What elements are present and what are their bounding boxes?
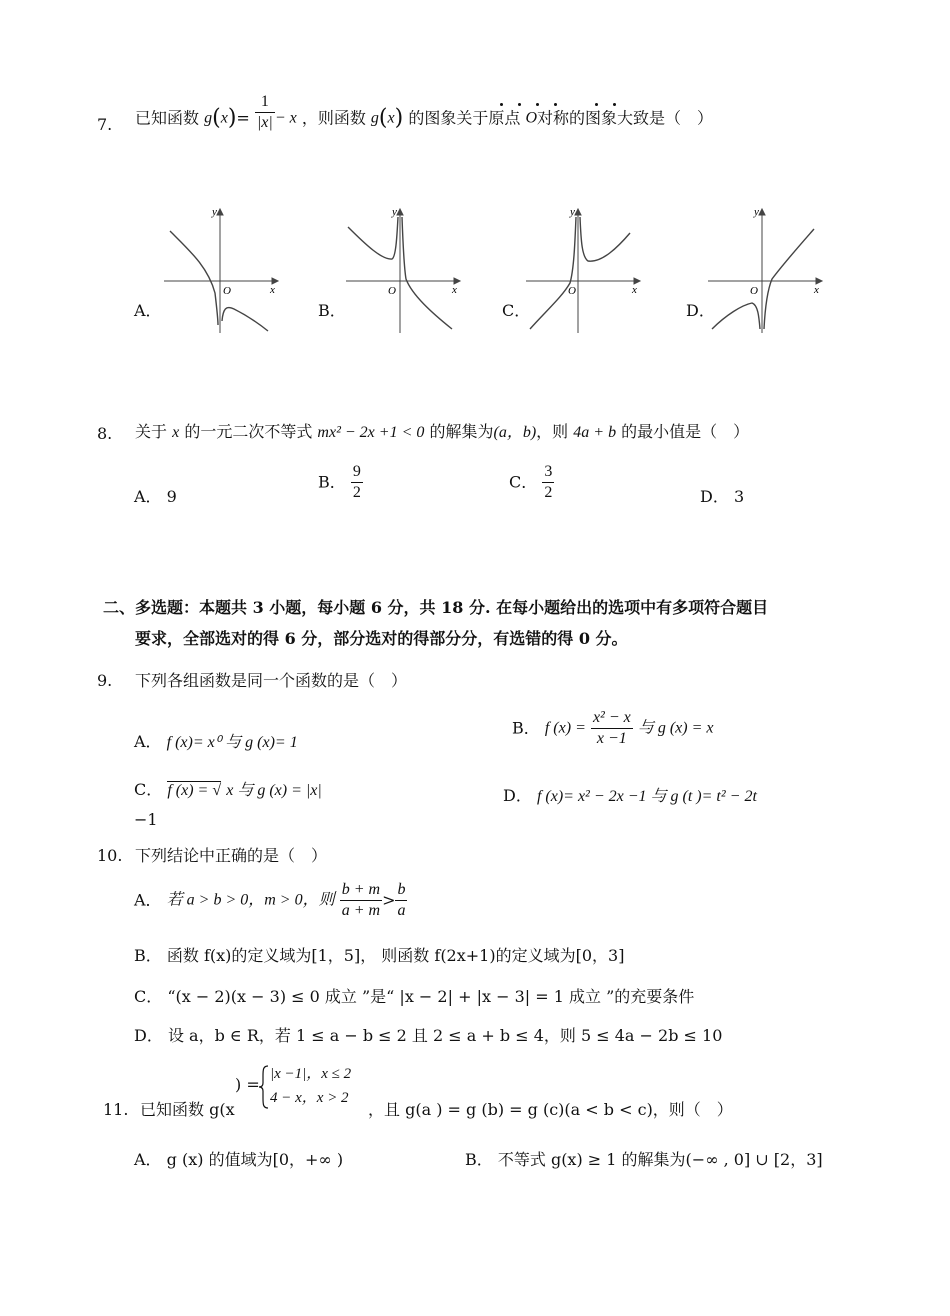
q8-b-num: 9 [352,463,361,480]
q9-b-fraction [591,708,633,749]
q10-d-label: D． [134,1026,163,1045]
q10-a-num1: b + m [341,881,381,898]
q10-a-label: A． [134,890,162,910]
q9-option-a[interactable] [134,732,298,753]
q9-b-rest: 与 g (x) = x [637,719,714,737]
q11-stem-b: ，且 g(a ) = g (b) = g (c)(a < b < c)，则（ ） [368,1100,733,1119]
emphasis-dot [500,103,503,106]
origin-label: O [750,285,758,297]
q7-frac-num: 1 [260,93,269,110]
q8-var-x: x [172,424,180,441]
axis-x-label: x [452,284,457,296]
q10-d-text: 设 a，b ∈ R，若 1 ≤ a − b ≤ 2 且 2 ≤ a + b ≤ 4，则 5 ≤ 4a − 2b ≤ 10 [167,1026,723,1045]
q8-stem [135,422,749,443]
q10-c-label: C． [134,987,163,1006]
q9-c-rest: x 与 g (x) = |x| [226,782,322,799]
q9-c-label: C． [134,780,163,799]
q10-a-num2: b [397,881,406,898]
q11-case1: |x −1|，x ≤ 2 [270,1066,352,1082]
axis-y-label: y [392,206,397,218]
q8-c-den: 2 [544,484,553,501]
q7-option-b-label[interactable]: B． [318,301,346,320]
q7-var-x2: x [387,109,395,127]
section2-heading-line1: 二、多选题：本题共 3 小题，每小题 6 分，共 18 分. 在每小题给出的选项中有多项符合题目 [103,598,769,617]
q9-b-den: x −1 [591,728,633,749]
q7-var-x: x [220,109,228,127]
q8-stem-b: 的一元二次不等式 [184,422,313,441]
q9-c-f: f (x) = √ [167,782,222,799]
q10-a-frac2 [395,880,407,921]
q7-func-g2: g [370,109,379,127]
axis-x-label: x [814,284,819,296]
q7-stem: 已知函数 g(x)= $\frac{1}{|x|}$ − x ，则函数 g(x) 的图象关于原点 O对称的图象大致是（ ） [135,93,714,131]
q10-a-text: 若 a > b > 0，m > 0，则 [166,891,335,909]
q9-a-label: A． [134,732,162,751]
q10-a-gt: > [382,890,396,910]
q9-d-expr: f (x)= x² − 2x −1 与 g (t )= t² − 2t [536,788,757,805]
q8-option-c[interactable] [509,462,554,503]
q8-inequality: mx² − 2x +1 < 0 [317,424,425,441]
q11-b-text: 不等式 g(x) ≥ 1 的解集为(−∞ , 0] ∪ [2，3] [497,1150,823,1169]
q9-c-wrap: −1 [134,810,158,829]
q10-a-den1: a + m [341,902,381,919]
axis-x-label: x [270,284,275,296]
q7-minus-x: − x [274,109,297,127]
axis-x-label: x [632,284,637,296]
q8-a-value: 9 [166,487,177,506]
emphasis-dot [554,103,557,106]
q7-frac-den: |x| [256,114,273,131]
q7-stem-b: ，则函数 [301,108,366,128]
q7-graph-a [160,205,284,335]
q9-b-f: f (x) = [544,719,586,737]
q7-eq: = [236,108,250,128]
q9-option-b[interactable] [512,708,714,749]
q8-d-label: D． [700,487,729,506]
q8-stem-c: 的解集为 [429,422,494,441]
q8-expression: 4a + b [573,424,617,441]
q10-c-text: “(x − 2)(x − 3) ≤ 0 成立 ”是“ |x − 2| + |x − 3| = 1 成立 ”的充要条件 [167,987,695,1006]
q10-a-den2: a [397,902,406,919]
q9-option-c[interactable] [134,780,322,801]
q11-option-a[interactable] [134,1150,343,1170]
q8-c-fraction [542,462,554,503]
q8-b-den: 2 [352,484,361,501]
q9-number: 9. [97,671,113,690]
q7-stem-e: 对称 [537,108,570,128]
q9-option-d[interactable] [503,786,757,807]
q9-b-label: B． [512,718,540,738]
axis-y-label: y [570,206,575,218]
origin-label: O [568,285,576,297]
q8-interval: (a，b) [493,424,537,441]
q7-stem-a: 已知函数 [135,108,200,128]
emphasis-dot [536,103,539,106]
q10-a-frac1 [340,880,382,921]
q11-case2: 4 − x，x > 2 [270,1090,349,1106]
q7-stem-d: 关于原点 [456,108,521,128]
q7-graph-d [704,205,828,335]
q8-c-num: 3 [544,463,553,480]
q10-option-c[interactable] [134,987,694,1007]
q10-b-text: 函数 f(x)的定义域为[1，5]， 则函数 f(2x+1)的定义域为[0，3] [166,946,625,965]
q10-stem: 下列结论中正确的是（ ） [135,846,328,865]
q8-option-a[interactable] [134,487,177,507]
q9-stem: 下列各组函数是同一个函数的是（ ） [135,671,408,690]
emphasis-dot [518,103,521,106]
q8-d-value: 3 [733,487,745,506]
origin-label: O [388,285,396,297]
q11-a-label: A． [134,1150,162,1169]
q9-a-expr: f (x)= x⁰ 与 g (x)= 1 [166,734,298,751]
q8-stem-d: ，则 [536,422,569,441]
q7-graph-b [342,205,466,335]
q10-option-b[interactable] [134,946,624,966]
q10-b-label: B． [134,946,162,965]
q8-stem-e: 的最小值是（ ） [621,422,750,441]
q7-option-c-label[interactable]: C． [502,301,531,320]
q8-a-label: A． [134,487,162,506]
q11-a-text: g (x) 的值域为[0，+∞ ) [166,1150,344,1169]
q7-number: 7. [97,115,113,134]
q10-number: 10. [97,846,123,865]
q11-b-label: B． [465,1150,493,1169]
q7-stem-f: 的图象大致是（ ） [569,108,714,128]
q8-option-d[interactable] [700,487,744,507]
axis-y-label: y [754,206,759,218]
q8-b-fraction [351,462,363,503]
q8-option-b[interactable] [318,462,363,503]
q11-stem-a: 已知函数 g(x [140,1100,235,1119]
q11-number: 11. [103,1100,129,1119]
q9-d-label: D． [503,786,532,805]
section2-heading-line2: 要求，全部选对的得 6 分，部分选对的得部分分，有选错的得 0 分。 [135,629,628,648]
q8-number: 8. [97,424,113,443]
q7-option-d-label[interactable]: D． [686,301,715,320]
q7-fraction [255,92,275,133]
axis-y-label: y [212,206,217,218]
q8-stem-a: 关于 [135,422,168,441]
q11-stem-eq: ) = [235,1075,260,1094]
q10-option-d[interactable] [134,1026,722,1046]
emphasis-dot [595,103,598,106]
q7-origin: O [525,109,537,127]
emphasis-dot [613,103,616,106]
q7-stem-c: 的图象 [408,108,457,128]
q10-option-a[interactable] [134,880,407,921]
q7-graph-c [522,205,646,335]
q7-option-a-label[interactable]: A． [134,301,162,320]
q7-func-g: g [204,109,213,127]
q8-b-label: B． [318,472,346,492]
origin-label: O [223,285,231,297]
q8-c-label: C． [509,472,538,492]
q11-option-b[interactable] [465,1150,823,1170]
q11-brace [258,1064,270,1110]
q9-b-num: x² − x [592,709,631,726]
